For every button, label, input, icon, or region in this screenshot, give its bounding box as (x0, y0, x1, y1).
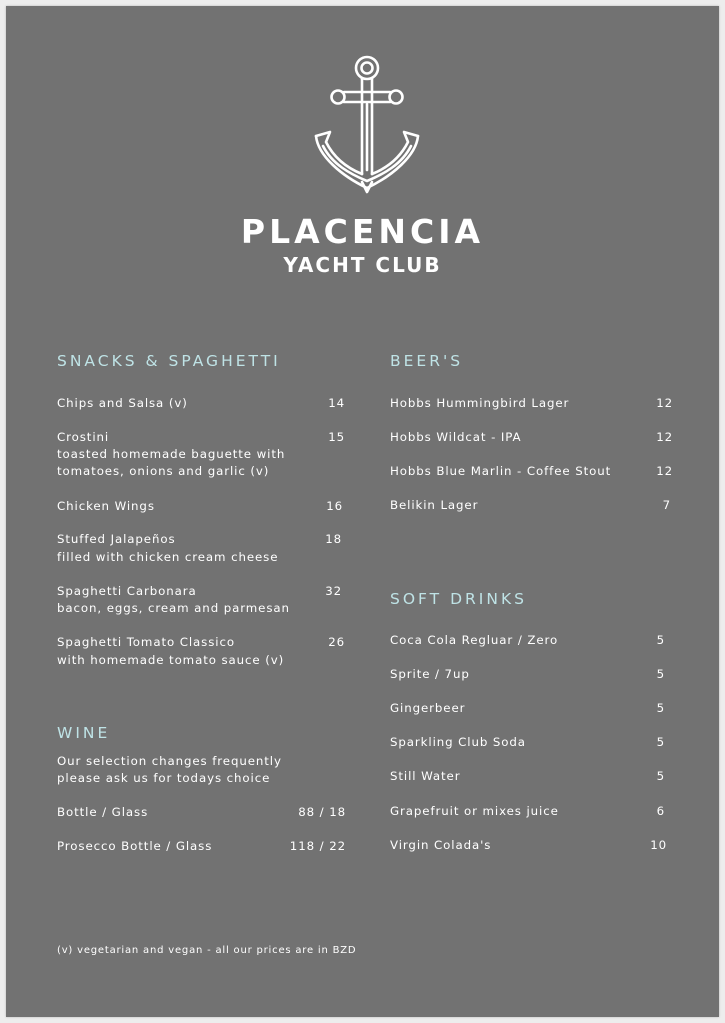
beers-heading: BEER'S (390, 352, 464, 370)
menu-item-price: 14 (328, 396, 345, 410)
menu-item-name: Spaghetti Tomato Classico (57, 635, 235, 649)
menu-item-price: 6 (656, 804, 665, 818)
menu-item-name: Prosecco Bottle / Glass (57, 839, 213, 853)
brand-subtitle: YACHT CLUB (283, 253, 442, 277)
menu-item-name: Chicken Wings (57, 499, 155, 513)
footer-note: (v) vegetarian and vegan - all our prices are in BZD (57, 945, 357, 956)
menu-item-name: Coca Cola Regluar / Zero (390, 633, 559, 647)
menu-item-desc: with homemade tomato sauce (v) (57, 653, 285, 667)
menu-item-price: 88 / 18 (298, 805, 346, 819)
menu-item-desc: bacon, eggs, cream and parmesan (57, 601, 290, 615)
menu-item-name: Chips and Salsa (v) (57, 396, 188, 410)
menu-item-price: 12 (656, 396, 673, 410)
menu-item-desc: filled with chicken cream cheese (57, 550, 279, 564)
menu-item-price: 7 (662, 498, 671, 512)
menu-item-name: Bottle / Glass (57, 805, 149, 819)
menu-item-price: 12 (656, 464, 673, 478)
wine-note: Our selection changes frequently (57, 754, 282, 768)
menu-item-desc: tomatoes, onions and garlic (v) (57, 464, 270, 478)
anchor-icon (306, 52, 424, 196)
menu-item-name: Stuffed Jalapeños (57, 532, 176, 546)
menu-item-price: 26 (328, 635, 345, 649)
menu-item-name: Spaghetti Carbonara (57, 584, 197, 598)
menu-item-name: Sparkling Club Soda (390, 735, 526, 749)
menu-item-price: 5 (656, 633, 665, 647)
menu-item-name: Belikin Lager (390, 498, 479, 512)
wine-heading: WINE (57, 724, 111, 742)
wine-note: please ask us for todays choice (57, 771, 271, 785)
snacks-heading: SNACKS & SPAGHETTI (57, 352, 281, 370)
menu-item-price: 15 (328, 430, 345, 444)
menu-item-price: 5 (656, 667, 665, 681)
menu-item-price: 32 (325, 584, 342, 598)
menu-item-price: 5 (656, 735, 665, 749)
menu-item-name: Sprite / 7up (390, 667, 470, 681)
menu-item-name: Hobbs Wildcat - IPA (390, 430, 522, 444)
soft-drinks-heading: SOFT DRINKS (390, 590, 527, 608)
menu-item-name: Crostini (57, 430, 110, 444)
menu-item-name: Gingerbeer (390, 701, 466, 715)
menu-item-name: Still Water (390, 769, 461, 783)
menu-item-price: 10 (650, 838, 667, 852)
menu-item-price: 5 (656, 701, 665, 715)
menu-item-desc: toasted homemade baguette with (57, 447, 286, 461)
brand-name: PLACENCIA (240, 212, 485, 251)
menu-item-name: Hobbs Hummingbird Lager (390, 396, 570, 410)
menu-item-price: 118 / 22 (289, 839, 346, 853)
menu-item-name: Hobbs Blue Marlin - Coffee Stout (390, 464, 612, 478)
menu-item-price: 5 (656, 769, 665, 783)
menu-item-price: 12 (656, 430, 673, 444)
menu-item-price: 16 (326, 499, 343, 513)
menu-item-name: Grapefruit or mixes juice (390, 804, 559, 818)
menu-item-name: Virgin Colada's (390, 838, 492, 852)
menu-item-price: 18 (325, 532, 342, 546)
